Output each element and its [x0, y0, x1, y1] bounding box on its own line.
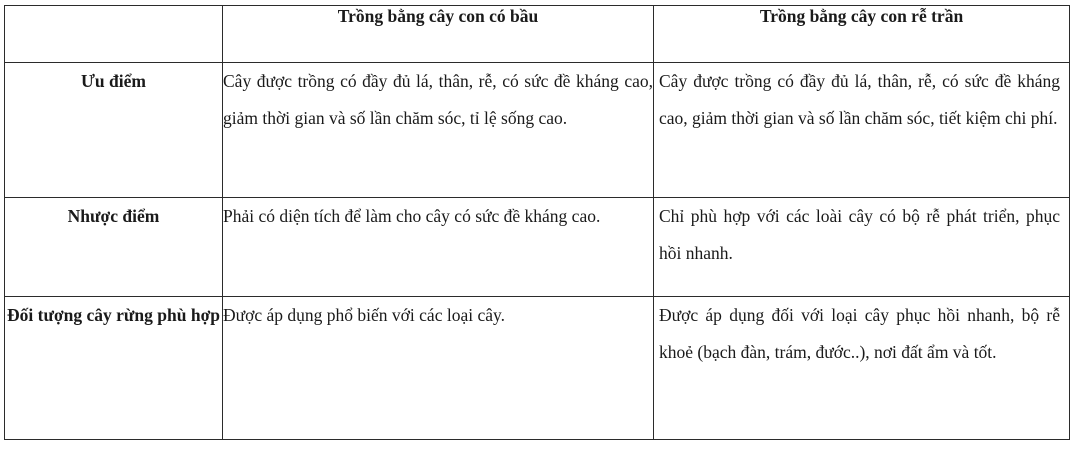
- header-potted-seedlings: Trồng bằng cây con có bầu: [223, 6, 654, 63]
- row-label-disadvantages: Nhược điểm: [5, 198, 223, 297]
- comparison-table: [4, 5, 1070, 440]
- header-bare-root-seedlings: Trồng bằng cây con rễ trần: [654, 6, 1070, 63]
- suitable-trees-bare-root-cell: Được áp dụng đối với loại cây phục hồi nhanh, bộ rễ khoẻ (bạch đàn, trám, đước..), nơi đất ẩm và tốt.: [654, 297, 1070, 440]
- table-row-advantages: [5, 63, 1070, 198]
- advantages-potted-cell: Cây được trồng có đầy đủ lá, thân, rễ, có sức đề kháng cao, giảm thời gian và số lần chăm sóc, tỉ lệ sống cao.: [223, 63, 654, 198]
- disadvantages-potted-cell: Phải có diện tích để làm cho cây có sức đề kháng cao.: [223, 198, 654, 297]
- row-label-suitable-trees: Đối tượng cây rừng phù hợp: [5, 297, 223, 440]
- suitable-trees-potted-cell: Được áp dụng phổ biến với các loại cây.: [223, 297, 654, 440]
- advantages-bare-root-cell: Cây được trồng có đầy đủ lá, thân, rễ, có sức đề kháng cao, giảm thời gian và số lần chăm sóc, tiết kiệm chi phí.: [654, 63, 1070, 198]
- table-row-disadvantages: [5, 198, 1070, 297]
- disadvantages-bare-root-cell: Chỉ phù hợp với các loài cây có bộ rễ phát triển, phục hồi nhanh.: [654, 198, 1070, 297]
- table-header-row: [5, 6, 1070, 63]
- row-label-advantages: Ưu điểm: [5, 63, 223, 198]
- table-row-suitable-trees: [5, 297, 1070, 440]
- header-empty-cell: [5, 6, 223, 63]
